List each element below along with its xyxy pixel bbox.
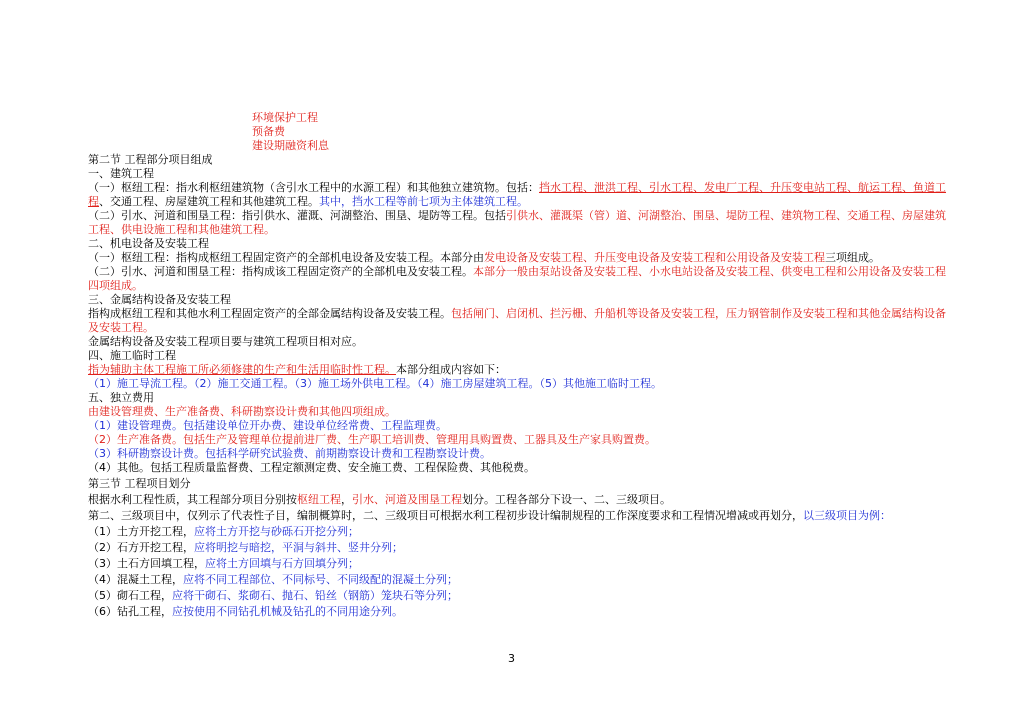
item-label: （3）土石方回填工程， [88, 557, 205, 570]
item-label: （2）石方开挖工程， [88, 541, 194, 554]
highlight-span: 枢纽工程 [297, 493, 341, 506]
section-heading: 第二节 工程部分项目组成 [88, 153, 213, 166]
item-text: 应将不同工程部位、不同标号、不同级配的混凝土分列； [183, 573, 458, 586]
subheading: 二、机电设备及安装工程 [88, 237, 209, 250]
highlight-span: 程 [88, 195, 99, 208]
highlight-span: 以三级项目为例： [803, 509, 891, 522]
list-item [88, 557, 948, 571]
text-span: 划分。工程各部分下设一、二、三级项目。 [462, 493, 671, 506]
item-label: （6）钻孔工程， [88, 605, 172, 618]
highlight-span: 包括闸门、启闭机、拦污栅、升船机等设备及安装工程，压力钢管制作及安装工程和其他金属结构设备 [451, 307, 946, 320]
toc-item-environment: 环境保护工程 [252, 111, 318, 124]
paragraph [88, 265, 948, 279]
highlight-span: 发电设备及安装工程、升压变电设备及安装工程和公用设备及安装工程 [484, 251, 825, 264]
text-span: ， [341, 493, 352, 506]
item-text: 应将土方回填与石方回填分列； [205, 557, 359, 570]
item-text: 应按使用不同钻孔机械及钻孔的不同用途分列。 [172, 605, 403, 618]
list-item: （2）生产准备费。包括生产及管理单位提前进厂费、生产职工培训费、管理用具购置费、工器具及生产家具购置费。 [88, 433, 656, 446]
highlight-span: 其中，挡水工程等前七项为主体建筑工程。 [319, 195, 528, 208]
item-label: （1）土方开挖工程， [88, 525, 194, 538]
highlight-span: 本部分一般由泵站设备及安装工程、小水电站设备及安装工程、供变电工程和公用设备及安装工程 [473, 265, 946, 278]
text-span: 三项组成。 [825, 251, 880, 264]
paragraph [88, 181, 948, 195]
item-text: 应将干砌石、浆砌石、抛石、铅丝（钢筋）笼块石等分列； [172, 589, 458, 602]
list-item [88, 525, 948, 539]
list-item: （1）建设管理费。包括建设单位开办费、建设单位经常费、工程监理费。 [88, 419, 447, 432]
item-label: （5）砌石工程， [88, 589, 172, 602]
item-text: 应将明挖与暗挖，平洞与斜井、竖井分列； [194, 541, 403, 554]
text-span: 指构成枢纽工程和其他水利工程固定资产的全部金属结构设备及安装工程。 [88, 307, 451, 320]
paragraph: 四项组成。 [88, 279, 143, 292]
text-span: 根据水利工程性质，其工程部分项目分别按 [88, 493, 297, 506]
subheading: 三、金属结构设备及安装工程 [88, 293, 231, 306]
list-item [88, 605, 948, 619]
list-item: （4）其他。包括工程质量监督费、工程定额测定费、安全施工费、工程保险费、其他税费。 [88, 461, 535, 474]
highlight-span: 引供水、灌溉渠（管）道、河湖整治、围垦、堤防工程、建筑物工程、交通工程、房屋建筑 [506, 209, 946, 222]
paragraph: 工程、供电设施工程和其他建筑工程。 [88, 223, 275, 236]
paragraph: 由建设管理费、生产准备费、科研勘察设计费和其他四项组成。 [88, 405, 396, 418]
subheading: 五、独立费用 [88, 391, 154, 404]
paragraph [88, 251, 948, 265]
paragraph: （1）施工导流工程。（2）施工交通工程。（3）施工场外供电工程。（4）施工房屋建筑工程。（5）其他施工临时工程。 [88, 377, 662, 390]
highlight-span: 挡水工程、泄洪工程、引水工程、发电厂工程、升压变电站工程、航运工程、鱼道工 [539, 181, 946, 194]
text-span: 本部分组成内容如下： [396, 363, 506, 376]
list-item [88, 573, 948, 587]
toc-item-reserve-fee: 预备费 [252, 125, 285, 138]
text-span: 、交通工程、房屋建筑工程和其他建筑工程。 [99, 195, 319, 208]
paragraph [88, 493, 948, 507]
text-span: （二）引水、河道和围垦工程：指引供水、灌溉、河湖整治、围垦、堤防等工程。包括 [88, 209, 506, 222]
paragraph [88, 195, 948, 209]
paragraph [88, 209, 948, 223]
text-span: （二）引水、河道和围垦工程：指构成该工程固定资产的全部机电及安装工程。 [88, 265, 473, 278]
list-item [88, 541, 948, 555]
paragraph: 金属结构设备及安装工程项目要与建筑工程项目相对应。 [88, 335, 363, 348]
paragraph [88, 363, 948, 377]
item-text: 应将土方开挖与砂砾石开挖分列； [194, 525, 359, 538]
item-label: （4）混凝土工程， [88, 573, 183, 586]
toc-item-financing-interest: 建设期融资利息 [252, 139, 329, 152]
page-number: 3 [508, 652, 515, 665]
text-span: （一）枢纽工程：指水利枢纽建筑物（含引水工程中的水源工程）和其他独立建筑物。包括： [88, 181, 539, 194]
list-item [88, 589, 948, 603]
subheading: 一、建筑工程 [88, 167, 154, 180]
highlight-span: 指为辅助主体工程施工所必须修建的生产和生活用临时性工程。 [88, 363, 396, 376]
text-span: （一）枢纽工程：指构成枢纽工程固定资产的全部机电设备及安装工程。本部分由 [88, 251, 484, 264]
paragraph [88, 509, 948, 523]
list-item: （3）科研勘察设计费。包括科学研究试验费、前期勘察设计费和工程勘察设计费。 [88, 447, 491, 460]
subheading: 四、施工临时工程 [88, 349, 176, 362]
highlight-span: 引水、河道及围垦工程 [352, 493, 462, 506]
paragraph: 及安装工程。 [88, 321, 154, 334]
section-heading: 第三节 工程项目划分 [88, 477, 191, 490]
paragraph [88, 307, 948, 321]
text-span: 第二、三级项目中，仅列示了代表性子目，编制概算时，二、三级项目可根据水利工程初步设计编制规程的工作深度要求和工程情况增减或再划分， [88, 509, 803, 522]
